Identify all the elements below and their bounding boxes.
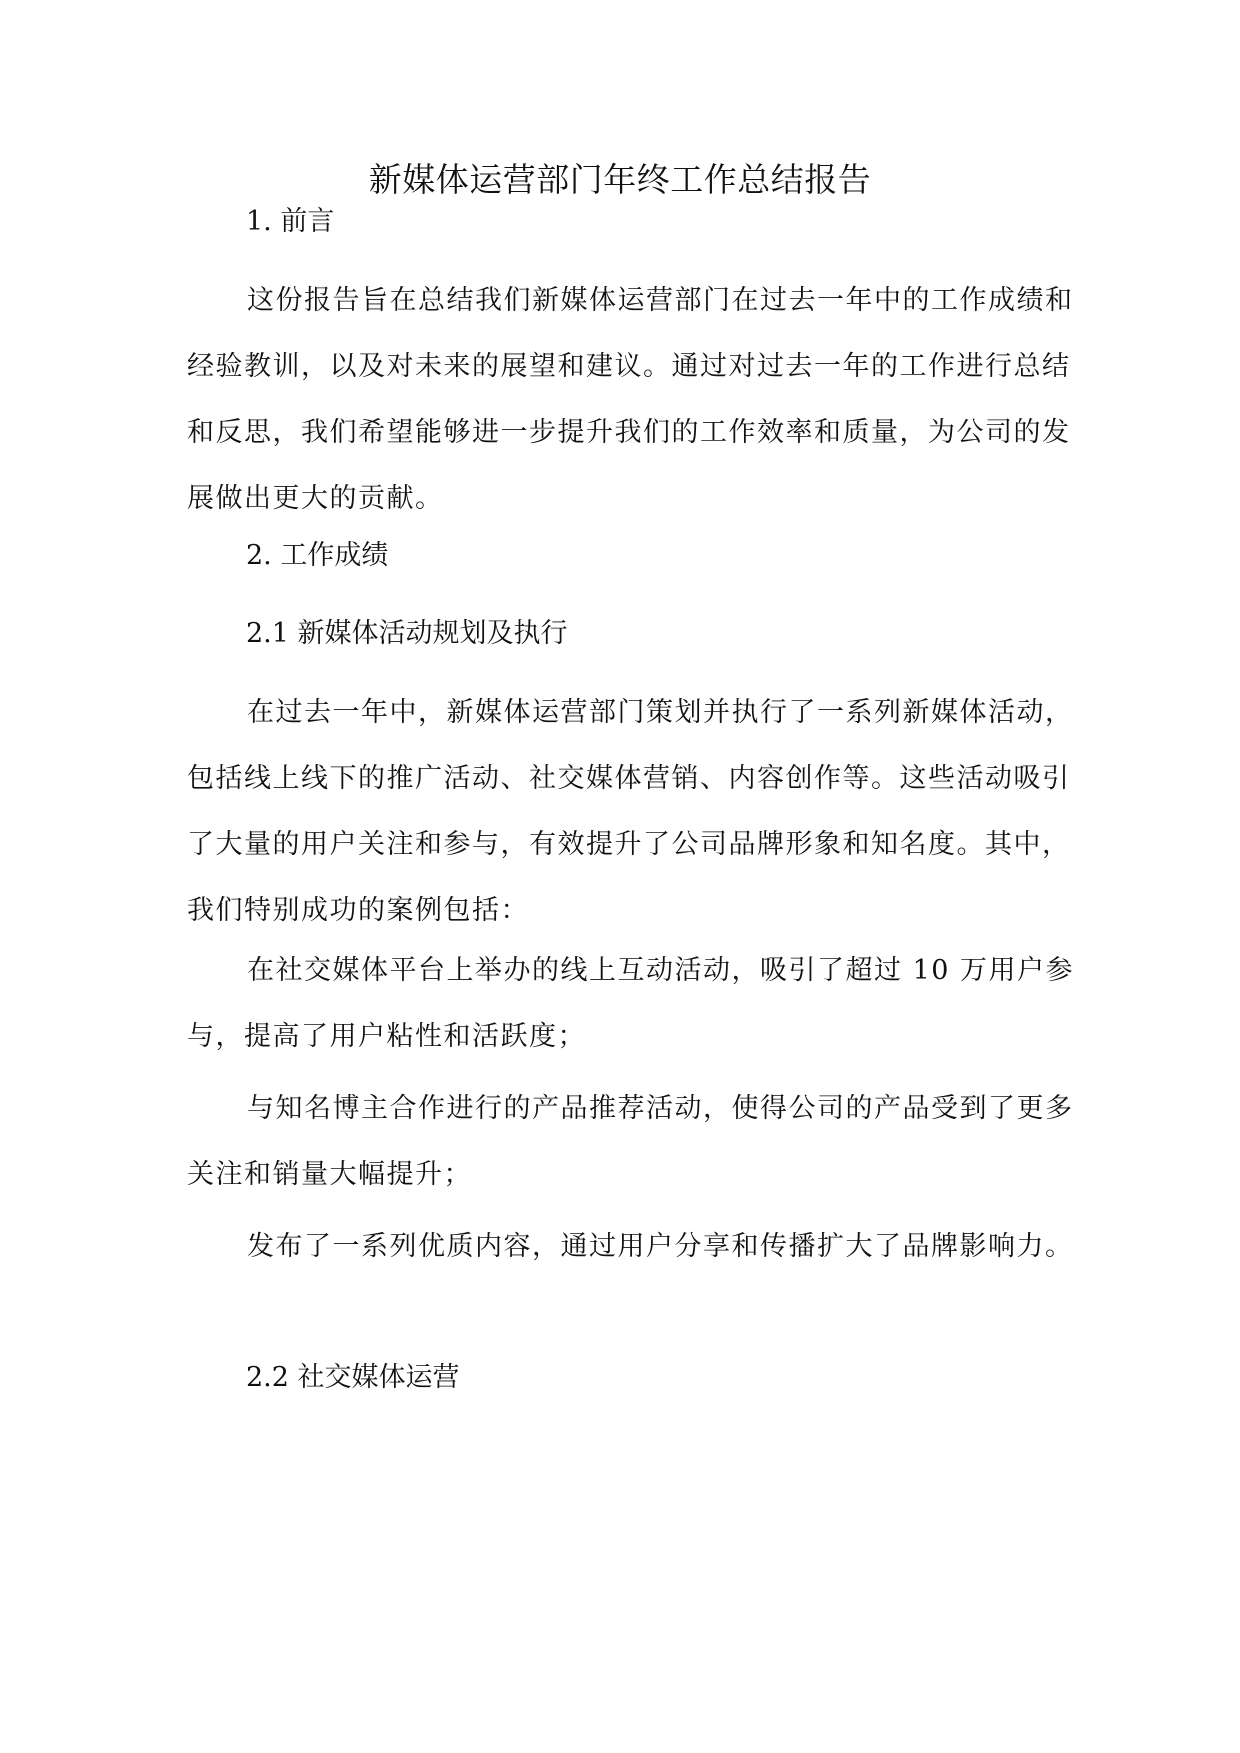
heading-activities: 2.1 新媒体活动规划及执行 [246,618,568,649]
paragraph-case-1: 在社交媒体平台上举办的线上互动活动，吸引了超过 10 万用户参与，提高了用户粘性和活跃度； [187,955,1075,1052]
document-title: 新媒体运营部门年终工作总结报告 [368,160,872,199]
paragraph-case-3: 发布了一系列优质内容，通过用户分享和传播扩大了品牌影响力。 [247,1231,1074,1262]
heading-preface: 1. 前言 [246,206,335,237]
paragraph-intro: 这份报告旨在总结我们新媒体运营部门在过去一年中的工作成绩和经验教训，以及对未来的展望和建议。通过对过去一年的工作进行总结和反思，我们希望能够进一步提升我们的工作效率和质量，为公司的发展做出更大的贡献。 [187,285,1074,514]
heading-social: 2.2 社交媒体运营 [246,1362,460,1393]
paragraph-activities-overview: 在过去一年中，新媒体运营部门策划并执行了一系列新媒体活动，包括线上线下的推广活动、社交媒体营销、内容创作等。这些活动吸引了大量的用户关注和参与，有效提升了公司品牌形象和知名度。其中，我们特别成功的案例包括： [187,697,1074,926]
heading-achievements: 2. 工作成绩 [246,540,389,571]
paragraph-case-2: 与知名博主合作进行的产品推荐活动，使得公司的产品受到了更多关注和销量大幅提升； [187,1093,1074,1190]
